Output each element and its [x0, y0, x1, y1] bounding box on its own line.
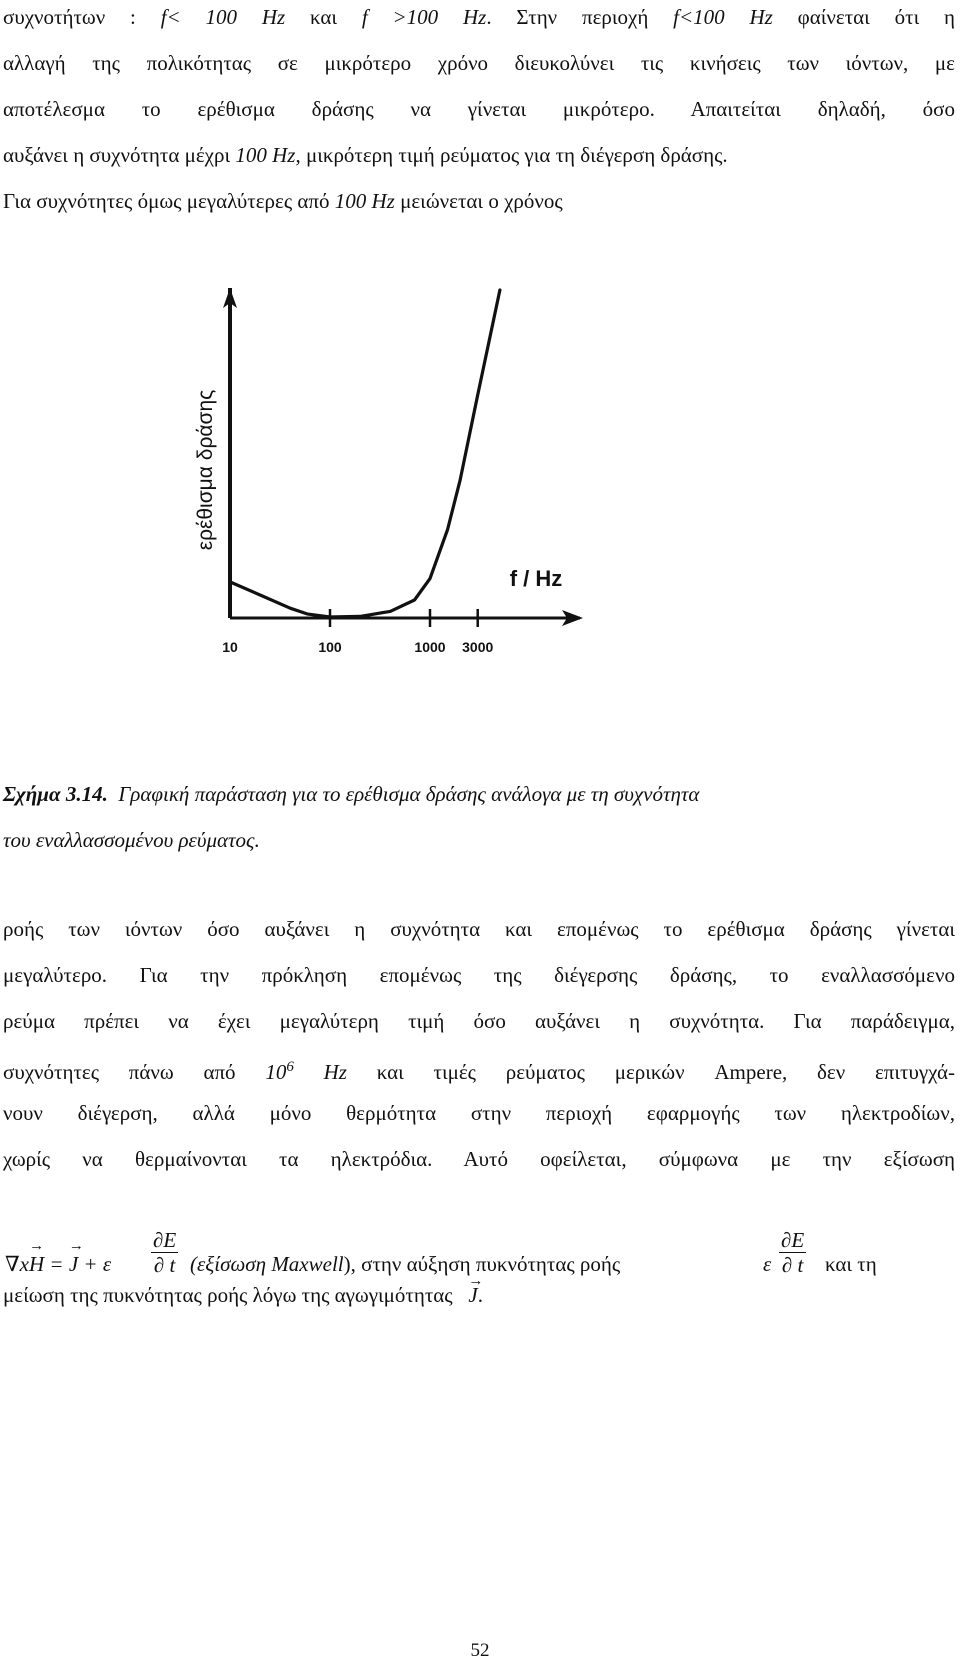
chart-svg [194, 290, 660, 710]
fraction-denominator: ∂ t [781, 1253, 804, 1277]
unit: Hz [323, 1060, 347, 1084]
text-line [3, 1282, 955, 1308]
figure-3-14 [194, 290, 660, 710]
maxwell-name: Maxwell [271, 1252, 344, 1276]
power-exponent: 6 [286, 1059, 294, 1075]
text-run: και τη [825, 1252, 877, 1276]
vector-j: → J [69, 1252, 78, 1277]
y-axis-label: ερέθισμα δράσης [194, 389, 217, 551]
text-run: 100 Hz [334, 189, 395, 213]
text-run: . Στην περιοχή [486, 5, 674, 29]
equation-lhs [5, 1252, 111, 1277]
text-run: συχνοτήτων : [3, 5, 161, 29]
text-run: και [285, 5, 362, 29]
text-run: , μικρότερη τιμή ρεύματος για τη διέγερση δράσης. [295, 143, 728, 167]
power-base: 10 [265, 1060, 287, 1084]
maxwell-text [190, 1252, 620, 1277]
stimulus-curve [230, 290, 500, 617]
text-run: . [477, 1283, 483, 1307]
text-run: f<100 Hz [673, 5, 773, 29]
text-line [3, 188, 955, 214]
x-tick-label: 100 [318, 639, 342, 655]
time-derivative-fraction-2 [779, 1228, 806, 1277]
text-line: μεγαλύτερο. Για την πρόκληση επομένως της διέγερσης δράσης, το εναλλασσόμενο [3, 963, 955, 987]
text-run: αυξάνει η συχνότητα μέχρι [3, 143, 236, 167]
time-derivative-fraction [151, 1228, 178, 1277]
epsilon-term: + ε [78, 1252, 112, 1276]
fraction-numerator: ∂E [781, 1228, 805, 1252]
text-line [3, 142, 955, 168]
text-run: (εξίσωση [190, 1252, 272, 1276]
text-run: μείωση της πυκνότητας ροής λόγω της αγωγιμότητας [3, 1283, 453, 1307]
nabla-symbol: ∇x [5, 1252, 29, 1276]
text-run: συχνότητες πάνω από [3, 1060, 266, 1084]
caption-text: Γραφική παράσταση για το ερέθισμα δράσης ανάλογα με τη συχνότητα [118, 782, 700, 806]
text-line: αλλαγή της πολικότητας σε μικρότερο χρόνο διευκολύνει τις κινήσεις των ιόντων, με [3, 51, 955, 75]
fraction-denominator: ∂ t [153, 1253, 176, 1277]
text-line: ροής των ιόντων όσο αυξάνει η συχνότητα και επομένως το ερέθισμα δράσης γίνεται [3, 917, 955, 941]
fraction-numerator: ∂E [153, 1228, 177, 1252]
figure-caption-line-2: του εναλλασσομένου ρεύματος. [3, 828, 260, 852]
text-run: ), στην αύξηση πυκνότητας ροής [343, 1252, 621, 1276]
x-tick-label: 1000 [414, 639, 446, 655]
text-run: f >100 Hz [361, 5, 487, 29]
x-tick-label: 10 [222, 639, 238, 655]
text-run: 100 Hz [235, 143, 296, 167]
text-run: φαίνεται ότι η [772, 5, 956, 29]
equals-sign: = [44, 1252, 69, 1276]
text-run: Για συχνότητες όμως μεγαλύτερες από [3, 189, 335, 213]
text-line [3, 1054, 955, 1085]
text-line: αποτέλεσμα το ερέθισμα δράσης να γίνεται μικρότερο. Απαιτείται δηλαδή, όσο [3, 97, 955, 121]
x-tick-label: 3000 [462, 639, 494, 655]
text-run: και τιμές ρεύματος μερικών Ampere, δεν επιτυγχά- [376, 1060, 956, 1084]
text-line: χωρίς να θερμαίνονται τα ηλεκτρόδια. Αυτό οφείλεται, σύμφωνα με την εξίσωση [3, 1147, 955, 1171]
figure-caption [3, 782, 955, 807]
text-line [3, 4, 955, 30]
text-run: μειώνεται ο χρόνος [394, 189, 563, 213]
vector-h: → H [29, 1252, 44, 1277]
figure-number: Σχήμα 3.14. [3, 782, 108, 806]
x-axis-label: f / Hz [509, 566, 563, 591]
power-of-ten [265, 1060, 347, 1084]
text-run: f< 100 Hz [160, 5, 286, 29]
text-line: ρεύμα πρέπει να έχει μεγαλύτερη τιμή όσο αυξάνει η συχνότητα. Για παράδειγμα, [3, 1009, 955, 1033]
epsilon-symbol: ε [763, 1252, 772, 1276]
vector-j: → J [468, 1282, 477, 1308]
page-number: 52 [470, 1640, 490, 1661]
text-line: νουν διέγερση, αλλά μόνο θερμότητα στην περιοχή εφαρμογής των ηλεκτροδίων, [3, 1101, 955, 1125]
